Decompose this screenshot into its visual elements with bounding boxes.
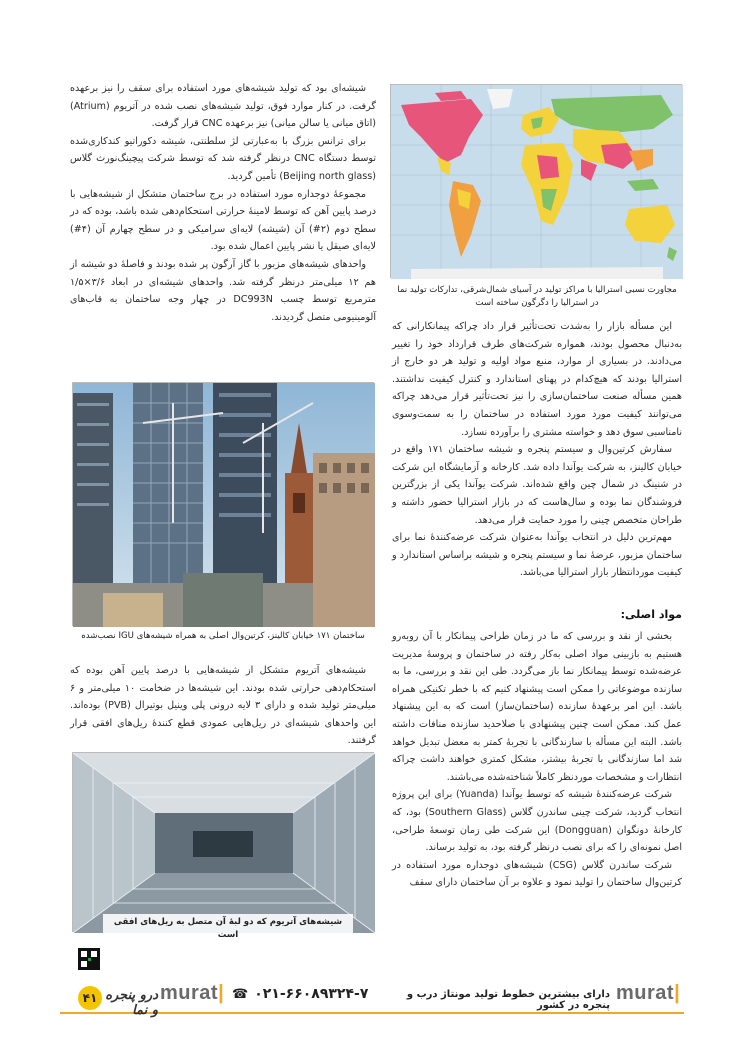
right-column-bottom [392, 628, 682, 892]
building-photo-graphic [73, 383, 375, 627]
paragraph: شیشه‌ای بود که تولید شیشه‌های مورد استفاده برای سقف را نیز برعهده گرفت. در کنار موارد فوق، تولید شیشه‌های نصب شده در آتریوم (Atrium) (اتاق میانی یا سالن میانی) نیز برعهده CNC قرار گرفت. [70, 83, 376, 130]
left-column-mid [70, 662, 376, 750]
section-heading: مواد اصلی: [620, 608, 682, 621]
paragraph: شرکت عرضه‌کنندهٔ شیشه که توسط یوآندا (Yuanda) برای این پروژه انتخاب گردید، شرکت چینی ساندرن گلاس (Southern Glass) بود، که کارخانهٔ دونگوان (Dongguan) این شرکت طی زمان توسعهٔ طراحی، اصل نمونه‌ای را که برای نصب درنظر گرفته بود، به تولید برساند. [392, 789, 682, 854]
phone-number [232, 986, 368, 1002]
map-caption: مجاورت نسبی استرالیا با مراکز تولید در آسیای شمال‌شرقی، تدارکات تولید نما در استرالیا را دگرگون ساخته است [397, 285, 677, 308]
brand-name: murat [616, 982, 675, 1004]
paragraph: واحدهای شیشه‌های مزبور با گاز آرگون پر شده بودند و فاصلهٔ دو شیشه از هم ۱۲ میلی‌متر درنظر گرفته شد. واحدهای شیشه‌ای در ابعاد ۳/۶×۱/۵ مترمربع توسط چسب DC993N در چهار وجه ساختمان به قاب‌های آلومینیومی متصل گردیدند. [70, 258, 376, 323]
paragraph: شیشه‌های آتریوم متشکل از شیشه‌هایی با درصد پایین آهن بوده که استحکام‌دهی حرارتی شده بودند. این شیشه‌ها در ضخامت ۱۰ میلی‌متر و ۶ میلی‌متر تولید شده و دارای ۳ لایه درونی پلی وینیل بوتیرال (PVB) بوده‌اند. این واحدهای شیشه‌ای در ریل‌هایی عمودی قطع کنندهٔ ریل‌های افقی قرار گرفتند. [70, 665, 376, 747]
phone-text: ۰۲۱-۶۶۰۸۹۳۲۴-۷ [254, 986, 369, 1002]
building-caption: ساختمان ۱۷۱ خیابان کالینز، کرتین‌وال اصلی به همراه شیشه‌های IGU نصب‌شده [81, 631, 365, 641]
paragraph: سفارش کرتین‌وال و سیستم پنجره و شیشه ساختمان ۱۷۱ واقع در خیابان کالینز، به شرکت یوآندا داده شد. کارخانه و آزمایشگاه این شرکت در شنینگ در شمال چین واقع شده‌اند. شرکت یوآندا یکی از بزرگترین فروشندگان نما بوده و سال‌هاست که در بازار استرالیا حضور داشته و طراحان متخصص چینی را مورد حمایت قرار می‌دهد. [392, 444, 682, 526]
paragraph: مجموعهٔ دوجداره مورد استفاده در برج ساختمان متشکل از شیشه‌هایی با درصد پایین آهن که توسط لامینهٔ حرارتی استحکام‌دهی شده باشد، بوده که در سطح دوم (۲#) آن (شیشه) لایه‌ای سرامیکی و در سطح چهارم آن (۴#) لایه‌ای صیقل یا نشر پایین اعمال شده بود. [70, 188, 376, 253]
paragraph: بخشی از نقد و بررسی که ما در زمان طراحی پیمانکار با آن روبه‌رو هستیم به بازبینی مواد اصلی به‌کار رفته در ساختمان و پروسهٔ مدیریت عرضه‌شده توسط پیمانکار نما باز می‌گردد. طی این نقد و بررسی، ما به سازنده موضوعاتی را ممکن است پیشنهاد کنیم که با خطر تکنیکی همراه باشد. این امر برعهدهٔ سازنده (ساختمان‌ساز) است که به این پیشنهاد عمل کند. ممکن است چنین پیشنهادی با صلاحدید سازنده منافات داشته باشد. البته این مسأله با سازندگانی با تجربهٔ کمتر به معضل تبدیل خواهد شد اما سازندگانی با تجربهٔ بیشتر، مشکل کمتری خواهند داشت چراکه انتظارات و مشخصات موردنظر کاملاً شناخته‌شده می‌باشند. [392, 631, 682, 783]
qr-code [78, 948, 100, 970]
paragraph: شرکت ساندرن گلاس (CSG) شیشه‌های دوجداره مورد استفاده در کرتین‌وال ساختمان را تولید نمود و علاوه بر آن ساختمان دارای سقف [392, 859, 682, 889]
world-map-image [390, 84, 682, 278]
brand-logo-right: murat| [616, 982, 681, 1004]
page-number: ۴۱ [78, 986, 102, 1010]
atrium-photo-graphic [73, 753, 375, 933]
brand-name: murat [160, 982, 219, 1004]
atrium-photo [72, 752, 374, 940]
atrium-caption: شیشه‌های آتریوم که دو لبهٔ آن متصل به ریل‌های افقی است [103, 914, 353, 944]
left-column-top [70, 80, 376, 326]
brand-logo-left: murat| [160, 982, 225, 1004]
right-column-top [392, 318, 682, 582]
world-map-graphic [391, 85, 683, 279]
footer-slogan: دارای بیشترین خطوط تولید مونتاژ درب و پنجره در کشور [406, 989, 610, 1011]
magazine-name: درو پنجره و نما [105, 988, 158, 1018]
paragraph: مهم‌ترین دلیل در انتخاب یوآندا به‌عنوان شرکت عرضه‌کنندهٔ نما برای ساختمان مزبور، عرضهٔ نما و سیستم پنجره و شیشه براساس استاندارد و کیفیت موردانتظار بازار استرالیا می‌باشد. [392, 532, 682, 579]
paragraph: برای ترانس بزرگ با به‌عبارتی لژ سلطنتی، شیشه دکوراتیو کندکاری‌شده توسط دستگاه CNC درنظر گرفته شد که توسط شرکت پیچینگ‌نورث گلاس (Beijing north glass) تأمین گردید. [70, 135, 376, 182]
building-photo [72, 382, 374, 626]
phone-icon: ☎ [232, 986, 249, 1002]
paragraph: این مسأله بازار را به‌شدت تحت‌تأثیر قرار داد چراکه پیمانکارانی که به‌دنبال محصول بودند، همواره شرکت‌های طرف قرارداد خود را تغییر می‌دادند. در بسیاری از موارد، منبع مواد اولیه و تولید هر دو خارج از استرالیا بودند که هیچ‌کدام در پهنای استاندارد و کنترل کیفیت نداشتند. همین مسأله صنعت ساختمان‌سازی را نیز تحت‌تأثیر قرار می‌دهد چراکه می‌توانند کیفیت مورد مورد استفاده در ساختمان را به سمت‌وسوی نامناسبی سوق دهد و خواسته مشتری را برآورده نسازد. [392, 321, 682, 438]
